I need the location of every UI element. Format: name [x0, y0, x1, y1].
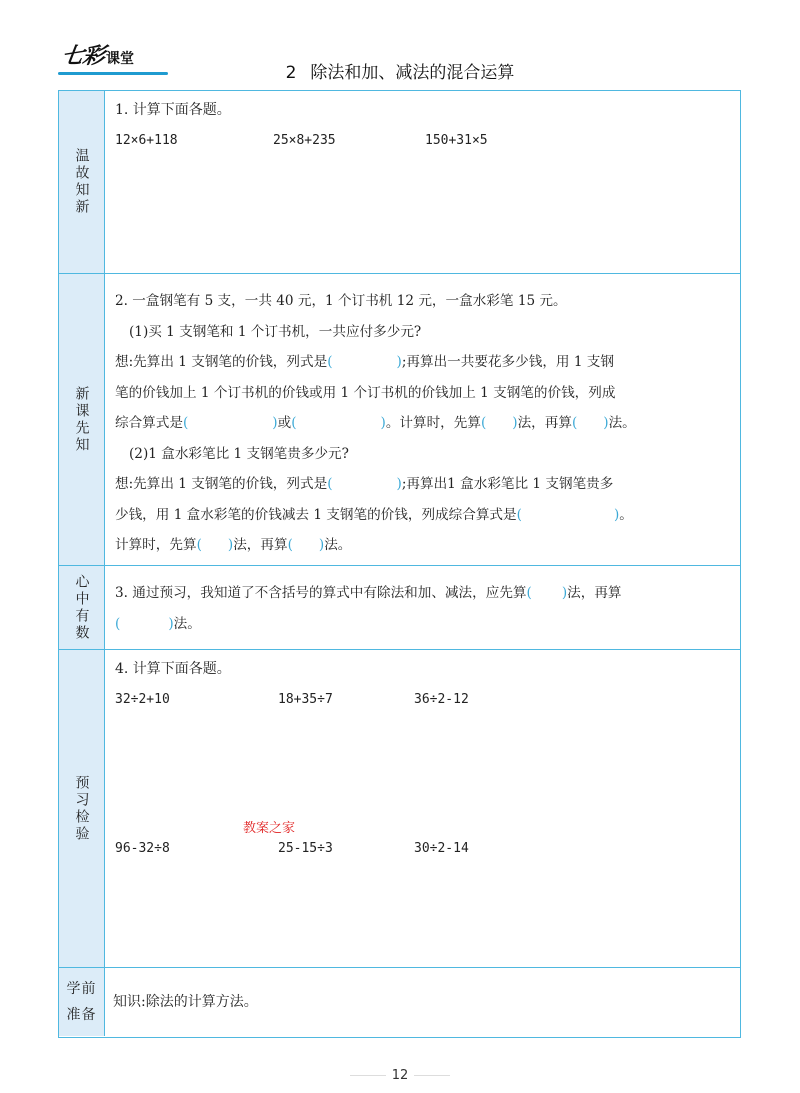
- section-new: [59, 274, 740, 566]
- answer-blank[interactable]: ( ): [115, 615, 174, 632]
- section-label: 预习检验: [59, 650, 105, 967]
- problem-text: 2. 一盒钢笔有 5 支，一共 40 元，1 个订书机 12 元，一盒水彩笔 15 元。: [115, 293, 567, 309]
- logo-script: 七彩: [59, 43, 106, 69]
- hint-line: 笔的价钱加上 1 个订书机的价钱或用 1 个订书机的价钱加上 1 支钢笔的价钱，列成: [115, 384, 616, 401]
- answer-blank[interactable]: ( ): [526, 585, 568, 601]
- expression-row: [115, 685, 732, 716]
- hint-line: 综合算式是( )或( )。计算时，先算( )法，再算( )法。: [115, 408, 732, 439]
- hint-line: 想:先算出 1 支钢笔的价钱，列式是( );再算出1 盒水彩笔比 1 支钢笔贵多: [115, 469, 732, 500]
- watermark-text: 教案之家: [243, 821, 296, 836]
- summary-line: 3. 通过预习，我知道了不含括号的算式中有除法和加、减法，应先算( )法，再算: [115, 578, 732, 609]
- expression: 96-32÷8: [115, 841, 170, 856]
- expression: 18+35÷7: [278, 691, 333, 707]
- answer-blank[interactable]: ( ): [287, 537, 325, 553]
- answer-blank[interactable]: ( ): [480, 415, 518, 431]
- expression-row: [115, 834, 469, 865]
- expression: 25-15÷3: [278, 841, 333, 856]
- page-number: 12: [0, 1068, 800, 1083]
- expression: 30÷2-14: [414, 841, 469, 856]
- answer-blank[interactable]: ( ): [571, 415, 609, 431]
- question-title: 4. 计算下面各题。: [115, 661, 231, 677]
- answer-blank[interactable]: ( ): [516, 506, 620, 523]
- expression-row: [115, 126, 732, 157]
- section-content: [115, 654, 732, 967]
- worksheet-table: [58, 90, 741, 1038]
- hint-line: 计算时，先算( )法，再算( )法。: [115, 530, 732, 561]
- section-label: 学前 准备: [59, 968, 105, 1036]
- section-label: 新课先知: [59, 274, 105, 565]
- lesson-title: 除法和加、减法的混合运算: [310, 63, 515, 83]
- expression: 25×8+235: [273, 132, 336, 148]
- section-content: [115, 578, 732, 649]
- answer-blank[interactable]: ( ): [327, 476, 402, 492]
- lesson-number: 2: [285, 63, 297, 83]
- answer-blank[interactable]: ( ): [196, 537, 234, 553]
- hint-line: 少钱，用 1 盒水彩笔的价钱减去 1 支钢笔的价钱，列成综合算式是( )。: [115, 500, 732, 531]
- page-title: [0, 58, 800, 83]
- section-review: [59, 91, 740, 274]
- answer-blank[interactable]: ( ): [291, 415, 386, 431]
- expression: 32÷2+10: [115, 691, 170, 707]
- expression: 150+31×5: [425, 132, 488, 148]
- section-check: [59, 650, 740, 968]
- section-mind: [59, 566, 740, 650]
- section-label: 温故知新: [59, 91, 105, 273]
- section-content: [115, 286, 732, 565]
- answer-blank[interactable]: ( ): [327, 354, 402, 370]
- logo-word: 课堂: [106, 51, 135, 67]
- summary-line: ( )法。: [115, 609, 732, 640]
- section-content: [115, 95, 732, 273]
- expression: 12×6+118: [115, 132, 178, 148]
- question-title: 1. 计算下面各题。: [115, 102, 231, 118]
- section-label: 心中有数: [59, 566, 105, 649]
- section-content: [113, 968, 732, 1036]
- expression: 36÷2-12: [414, 691, 469, 707]
- hint-line: 想:先算出 1 支钢笔的价钱，列式是( );再算出一共要花多少钱，用 1 支钢: [115, 347, 732, 378]
- sub-question: (1)买 1 支钢笔和 1 个订书机，一共应付多少元?: [129, 323, 422, 340]
- prep-text: 知识:除法的计算方法。: [113, 993, 258, 1010]
- section-prep: [59, 968, 740, 1036]
- answer-blank[interactable]: ( ): [182, 415, 278, 431]
- sub-question: (2)1 盒水彩笔比 1 支钢笔贵多少元?: [129, 445, 349, 462]
